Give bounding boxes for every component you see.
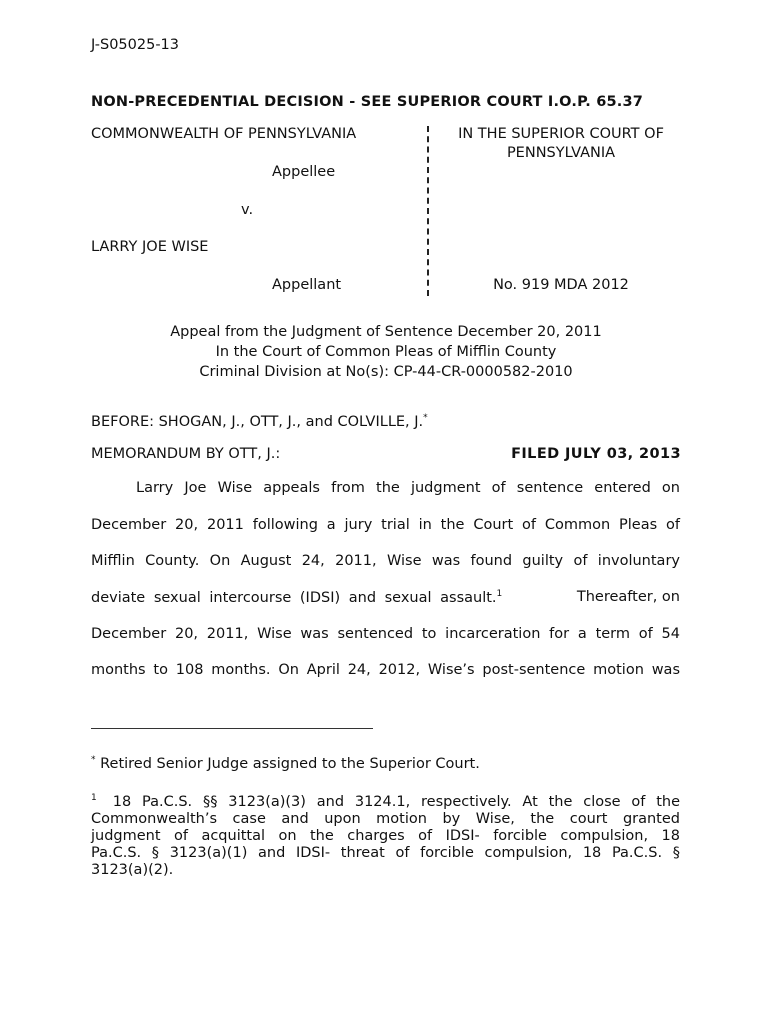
court-name-line1: IN THE SUPERIOR COURT OF [458,126,664,142]
document-id: J-S05025-13 [91,37,180,53]
footnote-1-line-5: 3123(a)(2). [91,861,174,878]
footnote-separator [91,728,373,729]
appeal-line-2: In the Court of Common Pleas of Mifflin County [215,344,557,360]
court-name-line2: PENNSYLVANIA [506,145,616,161]
body-line-5: December 20, 2011, Wise was sentenced to incarceration for a term of 54 [91,626,680,642]
footnote-1 [91,790,680,879]
case-caption [91,124,681,299]
footnote-1-line-1 [91,790,680,811]
filed-date: FILED JULY 03, 2013 [511,446,681,462]
versus-label: v. [241,202,254,218]
panel-judges-text: BEFORE: SHOGAN, J., OTT, J., and COLVILLE, J. [91,413,424,430]
footnote-star [91,752,680,773]
body-line-1: Larry Joe Wise appeals from the judgment of sentence entered on [136,480,680,496]
footnote-1-line-1-text: 18 Pa.C.S. §§ 3123(a)(3) and 3124.1, respectively. At the close of the [112,793,680,810]
caption-divider [427,126,429,296]
body-line-2: December 20, 2011 following a jury trial in the Court of Common Pleas of [91,517,680,533]
appellant-role: Appellant [272,277,342,293]
caption-court [441,124,681,299]
footnote-star-text: Retired Senior Judge assigned to the Superior Court. [100,755,480,772]
body-line-4-tail: Thereafter, on [576,589,680,605]
footnote-1-line-3: judgment of acquittal on the charges of IDSI- forcible compulsion, 18 [91,827,680,844]
footnote-1-line-4: Pa.C.S. § 3123(a)(1) and IDSI- threat of forcible compulsion, 18 Pa.C.S. § [91,844,680,861]
footnote-1-ref: 1 [496,589,503,599]
appellee-name: COMMONWEALTH OF PENNSYLVANIA [91,126,357,142]
appellee-role: Appellee [272,164,336,180]
footnote-1-mark: 1 [91,793,97,803]
body-line-3: Mifflin County. On August 24, 2011, Wise was found guilty of involuntary [91,553,680,569]
footnote-1-line-2: Commonwealth’s case and upon motion by Wise, the court granted [91,810,680,827]
caption-parties [91,124,421,299]
panel-judges [91,413,428,430]
appeal-line-1: Appeal from the Judgment of Sentence December 20, 2011 [170,324,602,340]
footnote-star-ref: * [423,413,428,423]
appeal-info [91,322,681,382]
body-line-4-text: deviate sexual intercourse (IDSI) and sexual assault. [91,589,497,606]
docket-number: No. 919 MDA 2012 [493,277,629,293]
memorandum-author: MEMORANDUM BY OTT, J.: [91,446,281,462]
body-line-6: months to 108 months. On April 24, 2012, Wise’s post-sentence motion was [91,662,680,678]
appeal-line-3: Criminal Division at No(s): CP-44-CR-0000582-2010 [199,364,573,380]
non-precedential-notice: NON-PRECEDENTIAL DECISION - SEE SUPERIOR COURT I.O.P. 65.37 [91,94,644,110]
footnote-star-mark: * [91,755,96,765]
appellant-name: LARRY JOE WISE [91,239,209,255]
body-line-4 [91,589,680,606]
